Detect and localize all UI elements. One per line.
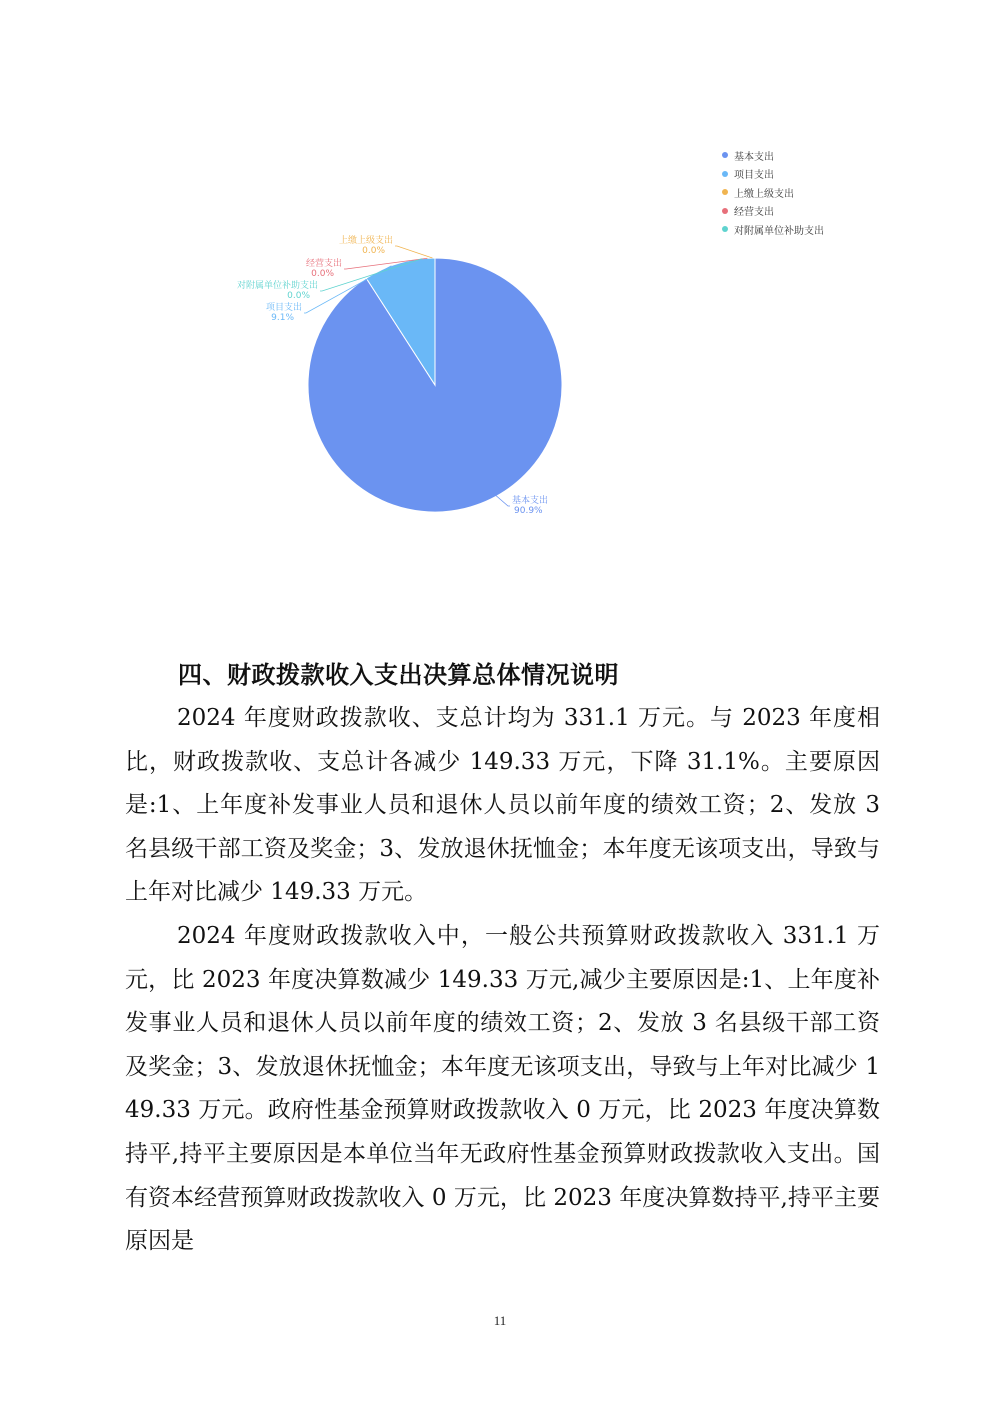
- slice-name-label-subsidy: 对附属单位补助支出: [236, 281, 318, 291]
- page-number: 11: [493, 1313, 507, 1328]
- legend-item-remit[interactable]: [722, 183, 824, 202]
- slice-value-label-project: 9.1%: [271, 313, 294, 323]
- legend-swatch-basic: [722, 152, 728, 158]
- legend-swatch-project: [722, 171, 728, 177]
- legend-swatch-operating: [722, 208, 728, 214]
- slice-value-label-subsidy: 0.0%: [287, 291, 310, 301]
- legend-swatch-subsidy: [722, 226, 728, 232]
- pie-chart-area: [0, 0, 1000, 600]
- legend-label-subsidy: 对附属单位补助支出: [734, 225, 824, 237]
- legend-item-operating[interactable]: [722, 202, 824, 221]
- legend-label-project: 项目支出: [734, 170, 774, 182]
- legend-swatch-remit: [722, 189, 728, 195]
- slice-value-label-remit: 0.0%: [362, 246, 385, 256]
- pie-chart: [0, 0, 1000, 600]
- slice-name-label-remit: 上缴上级支出: [338, 236, 393, 246]
- legend-label-operating: 经营支出: [734, 207, 774, 219]
- section-heading: 四、财政拨款收入支出决算总体情况说明: [178, 661, 619, 689]
- slice-name-label-basic: 基本支出: [512, 496, 549, 506]
- slice-value-label-operating: 0.0%: [311, 269, 334, 279]
- slice-name-label-operating: 经营支出: [305, 259, 342, 269]
- paragraph-income-breakdown: 2024 年度财政拨款收入中，一般公共预算财政拨款收入 331.1 万元，比 2023 年度决算数减少 149.33 万元,减少主要原因是:1、上年度补发事业人员和退休人员以前年度的绩效工资；2、发放 3 名县级干部工资及奖金；3、发放退休抚恤金；本年度无该项支出，导致与上年对比减少 149.33 万元。政府性基金预算财政拨款收入 0 万元，比 2023 年度决算数持平,持平主要原因是本单位当年无政府性基金预算财政拨款收入支出。国有资本经营预算财政拨款收入 0 万元，比 2023 年度决算数持平,持平主要原因是: [125, 923, 880, 1255]
- legend-item-basic[interactable]: [722, 146, 824, 165]
- leader-line-remit: [395, 246, 432, 258]
- legend-item-subsidy[interactable]: [722, 220, 824, 239]
- paragraph-total-overview: 2024 年度财政拨款收、支总计均为 331.1 万元。与 2023 年度相比，财政拨款收、支总计各减少 149.33 万元，下降 31.1%。主要原因是:1、上年度补发事业人员和退休人员以前年度的绩效工资；2、发放 3 名县级干部工资及奖金；3、发放退休抚恤金；本年度无该项支出，导致与上年对比减少 149.33 万元。: [125, 705, 880, 906]
- legend-label-basic: 基本支出: [734, 151, 774, 163]
- legend-item-project[interactable]: [722, 165, 824, 184]
- chart-legend: [722, 146, 824, 239]
- leader-line-basic: [493, 493, 510, 506]
- slice-value-label-basic: 90.9%: [514, 506, 543, 516]
- slice-name-label-project: 项目支出: [265, 303, 302, 313]
- legend-label-remit: 上缴上级支出: [734, 188, 794, 200]
